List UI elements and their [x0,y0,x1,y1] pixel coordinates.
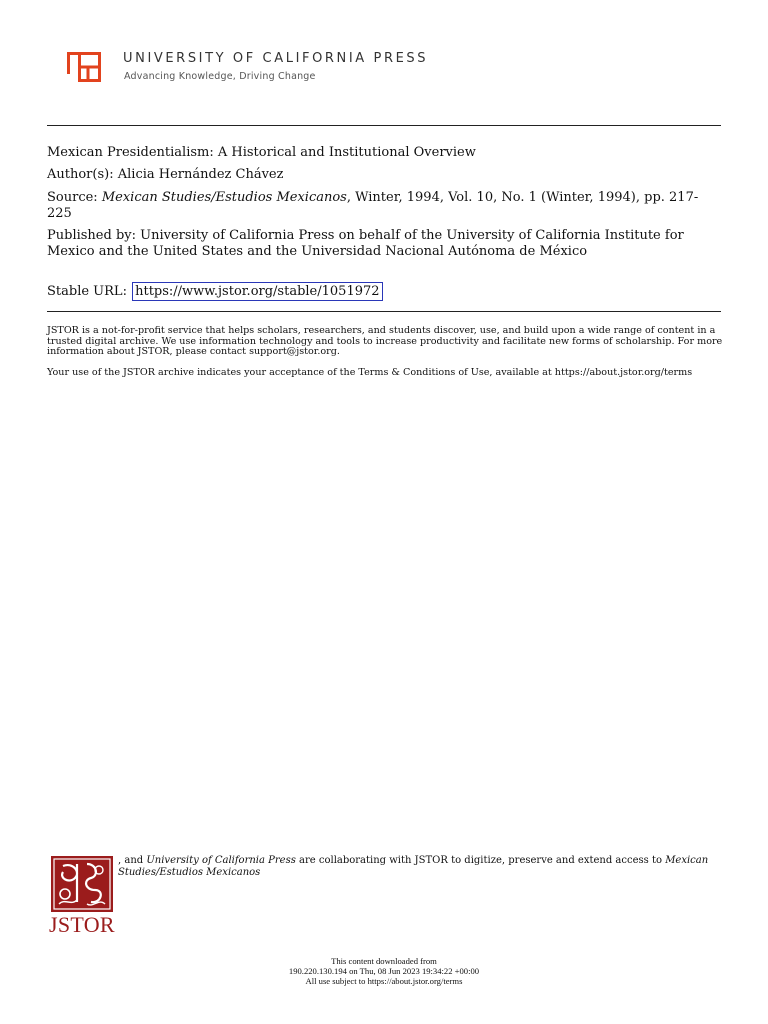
source-details: , Winter, 1994, Vol. 10, No. 1 (Winter, 1994), pp. 217-225 [47,190,699,221]
publisher-text: University of California Press on behalf of the University of California Institute for Mexico and the United States and the Universidad Nacional Autónoma de México [47,228,684,259]
author-label: Author(s): [47,167,114,182]
author-line [47,167,721,183]
middle-divider [47,311,721,312]
publisher-name: UNIVERSITY OF CALIFORNIA PRESS [123,51,429,66]
jstor-about-notice: JSTOR is a not-for-profit service that helps scholars, researchers, and students discover, use, and build upon a wide range of content in a trusted digital archive. We use information technology and tools to increase productivity and facilitate new forms of scholarship. For more information about JSTOR, please contact support@jstor.org. [47,325,723,358]
jstor-wordmark: JSTOR [49,912,115,937]
top-divider [47,125,721,126]
published-by-line [47,228,721,259]
collab-journal: Mexican Studies/Estudios Mexicanos [118,855,709,878]
download-info [200,957,568,986]
terms-notice: Your use of the JSTOR archive indicates your acceptance of the Terms & Conditions of Use, available at https://about.jstor.org/terms [47,367,693,378]
download-line-3: All use subject to https://about.jstor.org/terms [305,975,463,986]
article-title: Mexican Presidentialism: A Historical and Institutional Overview [47,145,476,160]
journal-title: Mexican Studies/Estudios Mexicanos [101,190,347,205]
collaboration-statement [118,855,728,879]
uc-press-logo-icon [67,52,101,82]
author-name: Alicia Hernández Chávez [117,167,284,182]
collab-publisher: University of California Press [146,855,296,866]
stable-url-label: Stable URL: [47,284,127,299]
download-line-1: This content downloaded from [331,956,437,966]
source-label: Source: [47,190,98,205]
jstor-emblem-icon [51,856,113,912]
source-line [47,190,721,221]
stable-url-line [47,284,721,300]
download-line-2: 190.220.130.194 on Thu, 08 Jun 2023 19:34:22 +00:00 [288,965,480,976]
stable-url-link[interactable]: https://www.jstor.org/stable/1051972 [132,282,382,301]
collab-prefix: , and [118,855,144,866]
publisher-tagline: Advancing Knowledge, Driving Change [124,71,316,82]
published-label: Published by: [47,228,136,243]
collab-middle: are collaborating with JSTOR to digitize, preserve and extend access to [299,855,662,866]
